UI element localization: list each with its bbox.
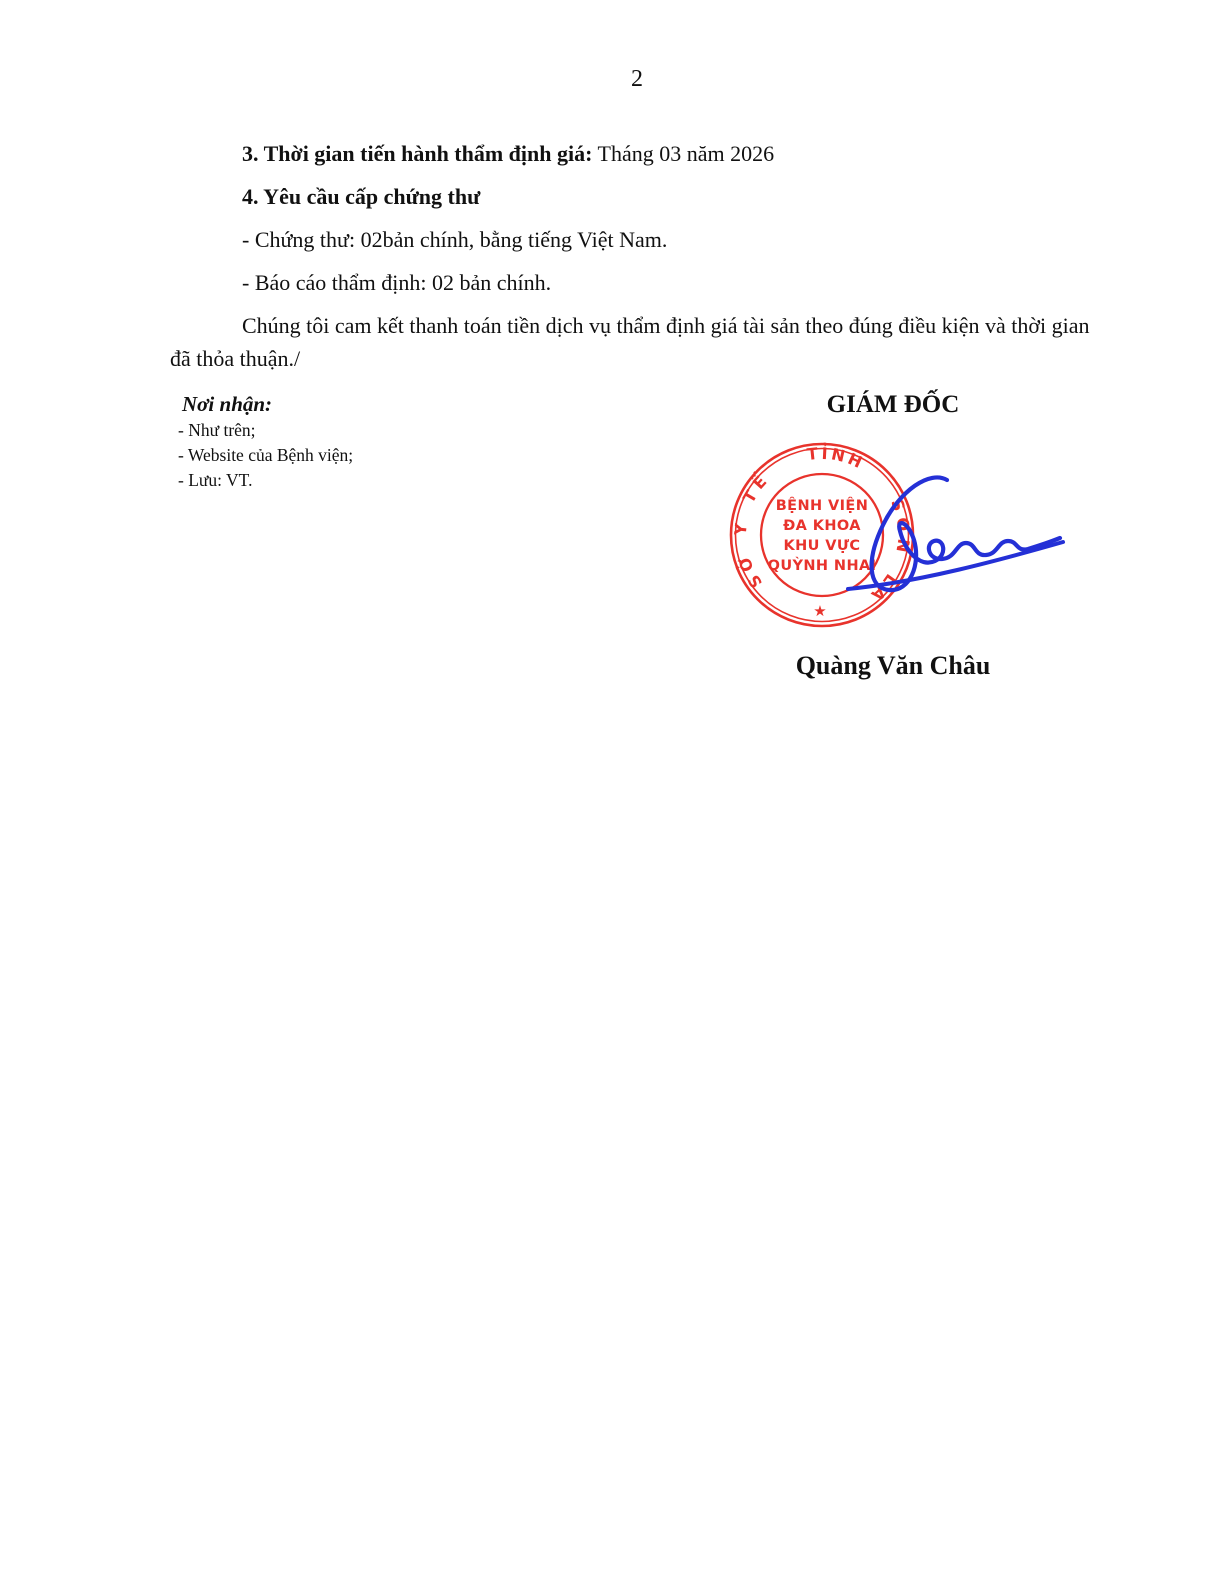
stamp-ring-text: TỈNH [806,443,868,474]
bullet-bao-cao: - Báo cáo thẩm định: 02 bản chính. [242,270,552,295]
signature-stroke-main [872,477,1060,590]
stamp-hospital-name-line: BỆNH VIỆN [775,498,869,514]
recipient-item: - Lưu: VT. [178,470,253,490]
stamp-hospital-name-line: QUỲNH NHAI [767,558,877,574]
page-number: 2 [631,66,643,92]
signature-block [693,390,1093,420]
recipients-title: Nơi nhận: [182,392,273,416]
director-title: GIÁM ĐỐC [826,391,960,418]
recipient-item: - Website của Bệnh viện; [178,445,354,465]
star-icon: ★ [813,604,827,620]
document-body [170,137,1102,385]
signer-name: Quàng Văn Châu [795,651,991,680]
recipients-block [178,390,478,493]
commitment-paragraph: Chúng tôi cam kết thanh toán tiền dịch vụ thẩm định giá tài sản theo đúng điều kiện và thời gian đã thỏa thuận./ [170,313,1090,371]
recipient-item: - Như trên; [178,420,256,440]
stamp-ring-text: SỞ Y TẾ [730,468,774,592]
stamp-ring-text: LA [864,570,901,609]
section-3-value: Tháng 03 năm 2026 [592,141,775,166]
section-3-line [170,137,1102,170]
bullet-chung-thu: - Chứng thư: 02bản chính, bằng tiếng Việt Nam. [242,227,668,252]
stamp-hospital-name-line: ĐA KHOA [783,518,861,534]
section-3-heading: 3. Thời gian tiến hành thẩm định giá: [242,141,593,166]
director-signature-ink [690,430,1080,620]
section-4-heading: 4. Yêu cầu cấp chứng thư [242,184,481,209]
stamp-hospital-name-line: KHU VỰC [783,538,861,554]
stamp-ring-text: SƠN [887,496,914,560]
